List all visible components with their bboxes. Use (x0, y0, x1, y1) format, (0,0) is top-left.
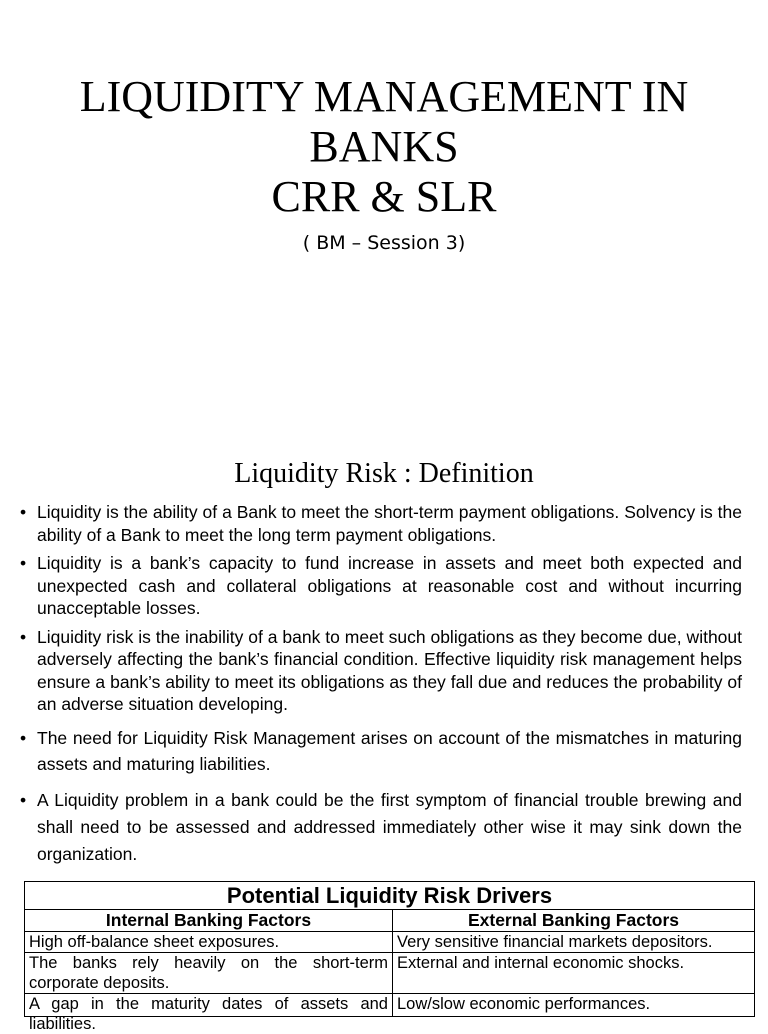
bullet-item (20, 501, 742, 546)
bullet-text: A Liquidity problem in a bank could be the first symptom of financial trouble brewing and shall need to be assessed and addressed immediately other wise it may sink down the organization. (37, 789, 742, 864)
title-line: LIQUIDITY MANAGEMENT IN (79, 72, 689, 121)
bullet-item (20, 552, 742, 620)
table-cell: External and internal economic shocks. (393, 953, 755, 994)
bullet-marker: • (20, 789, 27, 810)
table-cell (393, 994, 755, 1017)
bullet-item (20, 626, 742, 716)
bullet-text: Liquidity is a bank’s capacity to fund increase in assets and meet both expected and unexpected cash and collateral obligations at reasonable cost and without incurring unacceptable losses. (37, 553, 742, 618)
table-cell-text: A gap in the maturity dates of assets and liabilities. (29, 995, 388, 1033)
table-cell: High off-balance sheet exposures. (25, 932, 393, 953)
table-title-row (25, 882, 755, 910)
bullet-marker: • (20, 502, 27, 522)
bullet-text: Liquidity risk is the inability of a bank to meet such obligations as they become due, without adversely affecting the bank’s financial condition. Effective liquidity risk management helps ensure a bank’s ability to meet its obligations as they fall due and reduces the probability of an adverse situation developing. (37, 626, 742, 714)
table-cell: Very sensitive financial markets depositors. (393, 932, 755, 953)
table-row (25, 994, 755, 1017)
table-header-row (25, 910, 755, 932)
slide1-title (0, 72, 768, 222)
column-header-external: External Banking Factors (393, 910, 755, 932)
bullet-marker: • (20, 727, 27, 748)
bullet-list (20, 497, 742, 868)
slide1-subtitle: ( BM – Session 3) (302, 232, 466, 254)
title-line: CRR & SLR (271, 172, 497, 221)
bullet-item (20, 725, 742, 777)
bullet-item (20, 787, 742, 868)
table-row (25, 953, 755, 994)
slide2-title: Liquidity Risk : Definition (234, 458, 534, 489)
table-title: Potential Liquidity Risk Drivers (25, 882, 755, 910)
bullet-marker: • (20, 553, 27, 573)
table-cell: The banks rely heavily on the short-term corporate deposits. (25, 953, 393, 994)
bullet-text: Liquidity is the ability of a Bank to meet the short-term payment obligations. Solvency is the ability of a Bank to meet the long term payment obligations. (37, 502, 742, 545)
table-cell-text: Low/slow economic performances. (397, 995, 651, 1013)
bullet-marker: • (20, 626, 27, 647)
risk-drivers-table (24, 881, 755, 1033)
bullet-text: The need for Liquidity Risk Management arises on account of the mismatches in maturing assets and maturing liabilities. (37, 727, 742, 774)
table-row (25, 932, 755, 953)
column-header-internal: Internal Banking Factors (25, 910, 393, 932)
table-cell (25, 994, 393, 1033)
title-line: BANKS (309, 122, 459, 171)
